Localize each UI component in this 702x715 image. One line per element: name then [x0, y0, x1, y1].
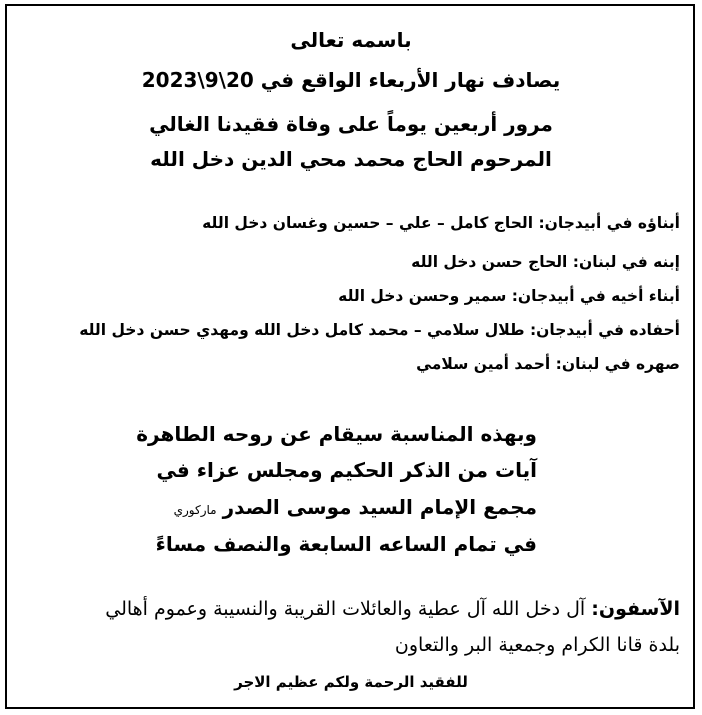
family-label: إبنه في لبنان:: [572, 253, 680, 271]
family-names: سمير وحسن دخل الله: [338, 287, 507, 305]
deceased-name: المرحوم الحاج محمد محي الدين دخل الله: [150, 147, 552, 171]
mourners-line-2: بلدة قانا الكرام وجمعية البر والتعاون: [394, 634, 680, 656]
family-row-son-lebanon: [411, 253, 680, 271]
announcement-line-4: في تمام الساعه السابعة والنصف مساءً: [155, 532, 537, 556]
mourners-text-1: آل دخل الله آل عطية والعائلات القريبة والنسيبة وعموم أهالي: [105, 598, 586, 620]
family-row-grandsons: [79, 321, 680, 339]
closing-line: للفقيد الرحمة ولكم عظيم الاجر: [234, 673, 468, 691]
bismillah-heading: باسمه تعالى: [290, 28, 412, 52]
family-row-son-in-law: [416, 355, 680, 373]
date-line: يصادف نهار الأربعاء الواقع في 20\9\2023: [141, 68, 561, 92]
venue-name: مجمع الإمام السيد موسى الصدر: [222, 495, 537, 519]
family-label: صهره في لبنان:: [555, 355, 680, 373]
family-row-sons-abidjan: [202, 214, 680, 232]
family-row-nephews: [338, 287, 680, 305]
family-names: الحاج حسن دخل الله: [411, 253, 568, 271]
occasion-line: مرور أربعين يوماً على وفاة فقيدنا الغالي: [149, 112, 553, 136]
family-label: أحفاده في أبيدجان:: [529, 321, 680, 339]
venue-district: ماركوري: [173, 503, 217, 517]
announcement-line-3: [174, 495, 537, 519]
family-names: الحاج كامل – علي – حسين وغسان دخل الله: [202, 214, 534, 232]
announcement-line-1: وبهذه المناسبة سيقام عن روحه الطاهرة: [136, 422, 537, 446]
family-label: أبناء أخيه في أبيدجان:: [511, 287, 680, 305]
mourners-label: الآسفون:: [591, 598, 680, 620]
family-names: أحمد أمين سلامي: [416, 355, 551, 373]
family-label: أبناؤه في أبيدجان:: [538, 214, 680, 232]
family-names: طلال سلامي – محمد كامل دخل الله ومهدي حسن دخل الله: [79, 321, 525, 339]
mourners-line-1: [105, 598, 680, 620]
announcement-line-2: آيات من الذكر الحكيم ومجلس عزاء في: [156, 458, 537, 482]
